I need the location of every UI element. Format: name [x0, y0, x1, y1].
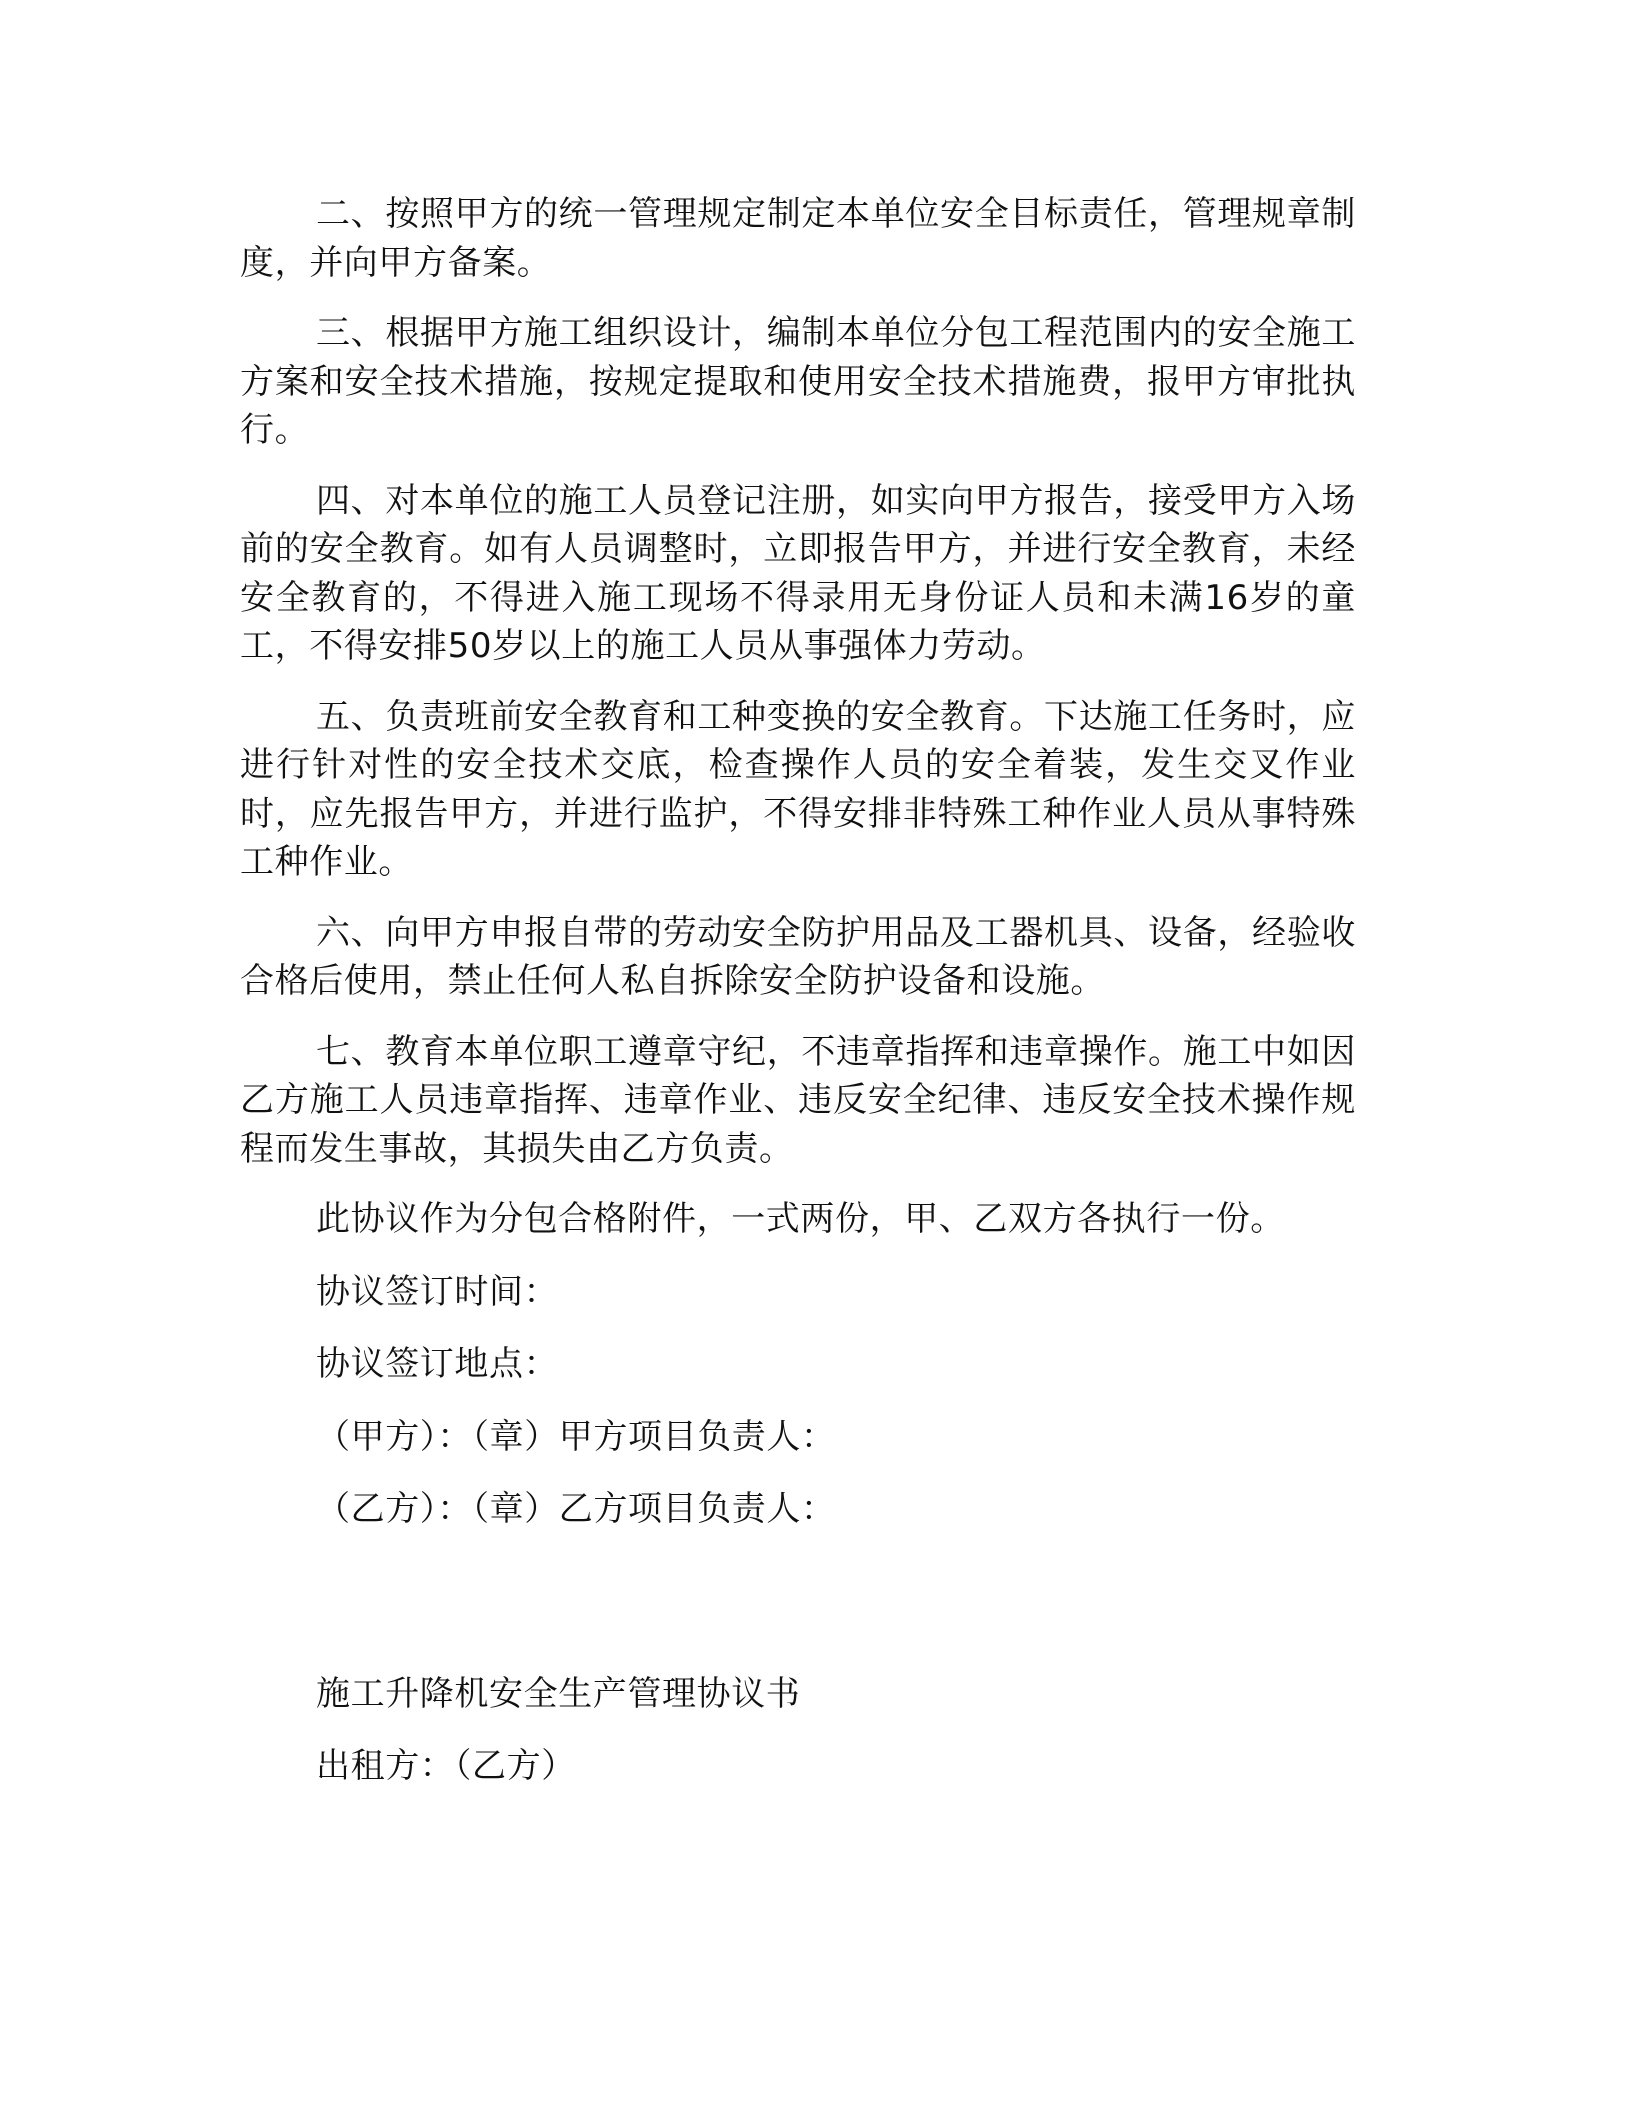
next-agreement-title: 施工升降机安全生产管理协议书 — [316, 1674, 801, 1714]
clause-2: 二、按照甲方的统一管理规定制定本单位安全目标责任，管理规章制度，并向甲方备案。 — [240, 194, 1356, 283]
clause-4: 四、对本单位的施工人员登记注册，如实向甲方报告，接受甲方入场前的安全教育。如有人员调整时，立即报告甲方，并进行安全教育，未经安全教育的，不得进入施工现场不得录用无身份证人员和未满16岁的童工，不得安排50岁以上的施工人员从事强体力劳动。 — [240, 480, 1356, 666]
signing-time-field: 协议签订时间： — [316, 1271, 559, 1312]
clause-3: 三、根据甲方施工组织设计，编制本单位分包工程范围内的安全施工方案和安全技术措施，按规定提取和使用安全技术措施费，报甲方审批执行。 — [240, 313, 1356, 450]
party-b-signature-line: （乙方）：（章）乙方项目负责人： — [316, 1489, 836, 1529]
party-a-signature-line: （甲方）：（章）甲方项目负责人： — [316, 1416, 836, 1457]
agreement-body — [240, 190, 1356, 1558]
clause-6: 六、向甲方申报自带的劳动安全防护用品及工器机具、设备，经验收合格后使用，禁止任何人私自拆除安全防护设备和设施。 — [240, 912, 1356, 1001]
clause-5: 五、负责班前安全教育和工种变换的安全教育。下达施工任务时，应进行针对性的安全技术交底，检查操作人员的安全着装，发生交叉作业时，应先报告甲方，并进行监护，不得安排非特殊工种作业人员从事特殊工种作业。 — [240, 696, 1356, 882]
clause-7: 七、教育本单位职工遵章守纪，不违章指挥和违章操作。施工中如因乙方施工人员违章指挥、违章作业、违反安全纪律、违反安全技术操作规程而发生事故，其损失由乙方负责。 — [240, 1031, 1356, 1169]
copies-statement: 此协议作为分包合格附件，一式两份，甲、乙双方各执行一份。 — [316, 1199, 1285, 1239]
signing-place-field: 协议签订地点： — [316, 1344, 559, 1384]
lessor-line: 出租方：（乙方） — [316, 1746, 576, 1786]
